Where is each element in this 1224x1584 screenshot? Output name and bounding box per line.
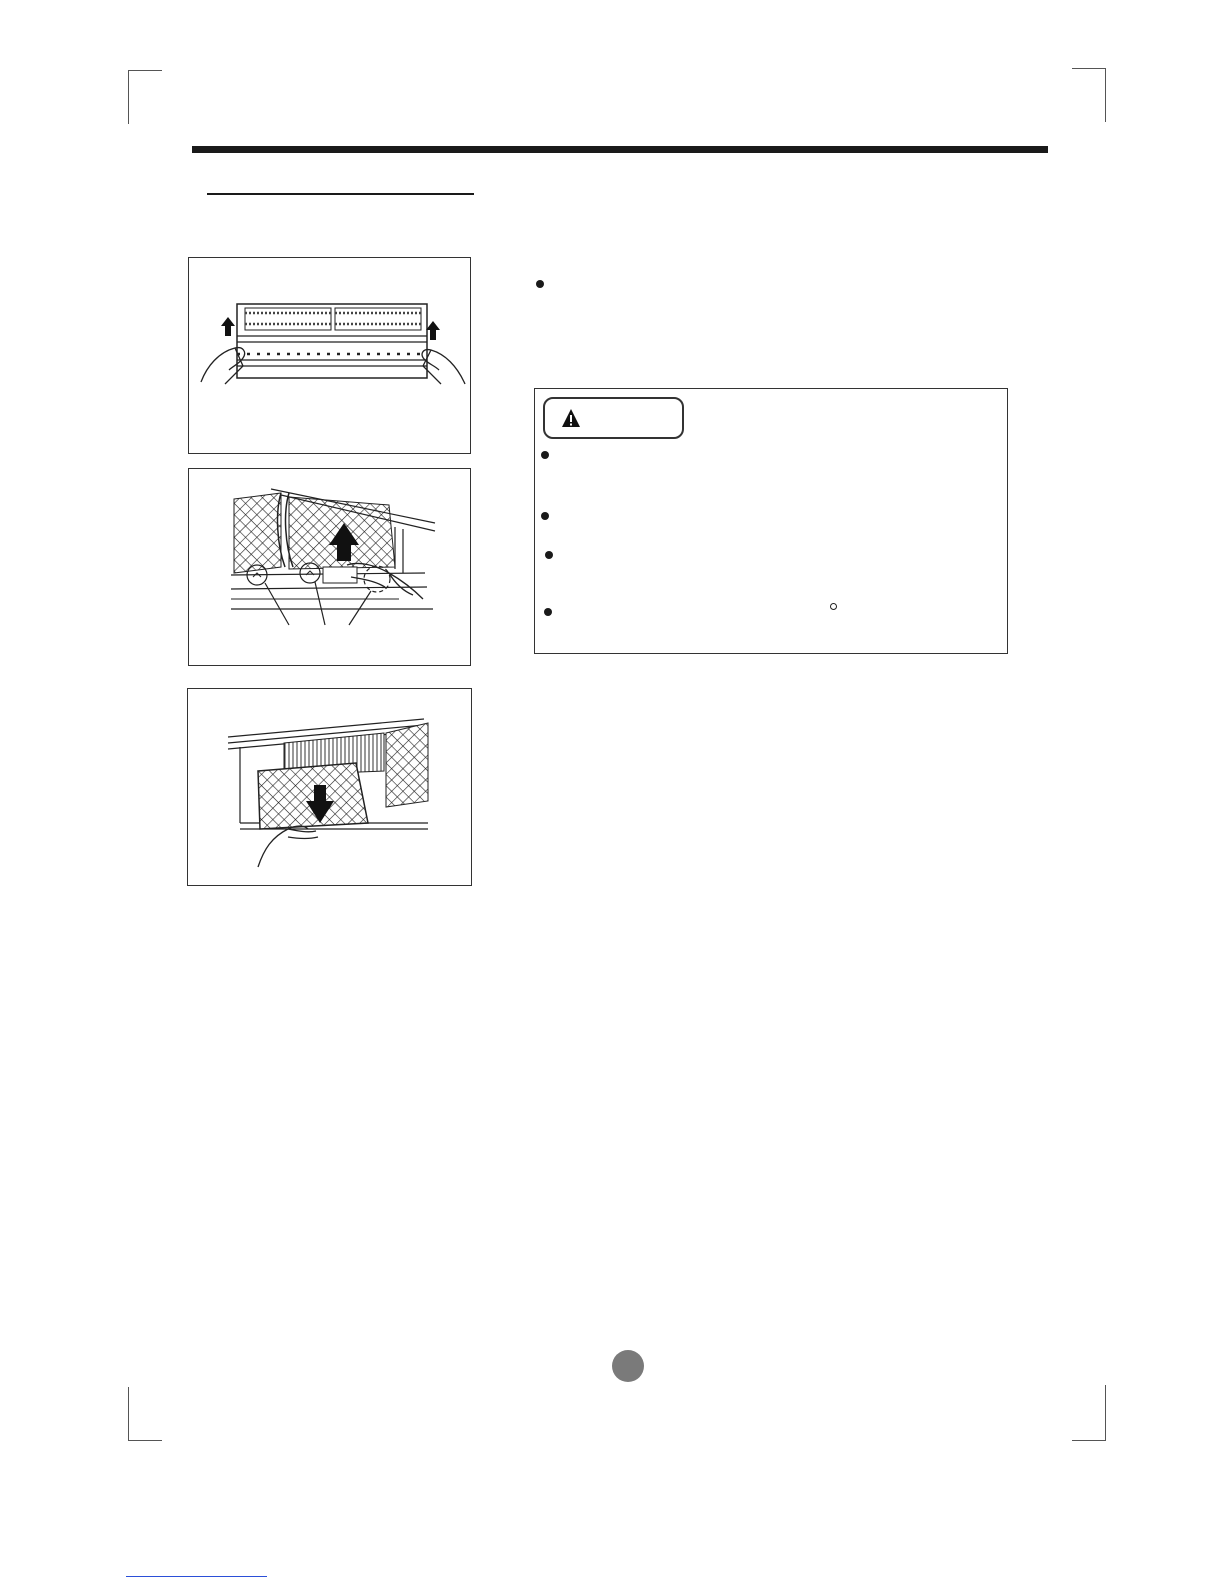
hand-icon (258, 826, 318, 867)
bullet-icon (541, 451, 549, 459)
crop-mark-bottom-left-h (128, 1440, 162, 1441)
crop-mark-top-right-h (1072, 68, 1106, 69)
bullet-icon (544, 608, 552, 616)
header-rule (192, 146, 1048, 153)
figure-pull-filter (187, 688, 472, 886)
degree-symbol-icon (830, 603, 837, 610)
bullet-icon (541, 512, 549, 520)
footer-link[interactable] (126, 1562, 267, 1577)
figure-open-panel (188, 257, 471, 454)
section-heading-underline (207, 193, 474, 195)
pull-filter-down-illustration (188, 689, 473, 887)
bullet-icon (545, 551, 553, 559)
lift-filter-illustration (189, 469, 472, 667)
caution-badge (543, 397, 684, 439)
warning-icon (561, 408, 581, 428)
page-number (612, 1350, 644, 1382)
crop-mark-top-right-v (1105, 68, 1106, 122)
crop-mark-top-left-v (128, 70, 129, 124)
up-arrow-icon (221, 317, 235, 336)
crop-mark-bottom-left-v (128, 1387, 129, 1441)
caution-box (534, 388, 1008, 654)
right-hand-icon (422, 350, 465, 384)
bullet-icon (536, 280, 544, 288)
crop-mark-bottom-right-v (1105, 1385, 1106, 1441)
crop-mark-bottom-right-h (1072, 1440, 1106, 1441)
open-front-panel-illustration (189, 258, 472, 455)
hand-icon (347, 563, 423, 599)
crop-mark-top-left-h (128, 70, 162, 71)
figure-lift-filter (188, 468, 471, 666)
up-arrow-icon (426, 321, 440, 340)
